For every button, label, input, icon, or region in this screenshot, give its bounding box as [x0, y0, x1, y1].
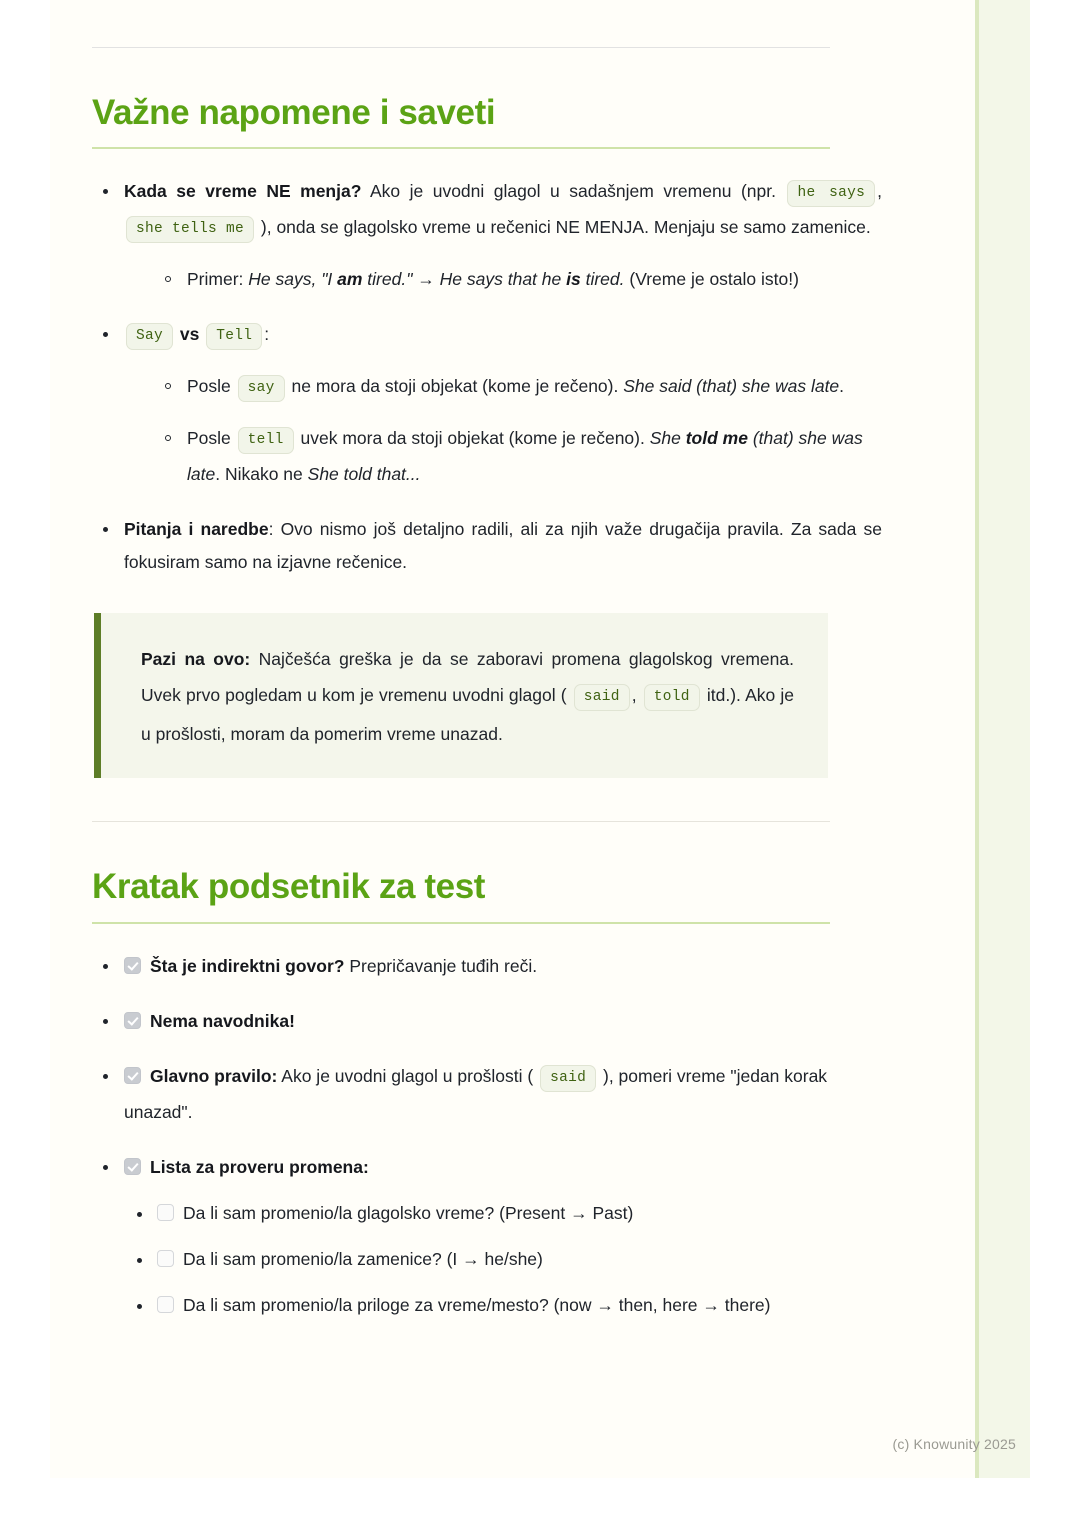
rule-say-example: She said (that) she was late	[623, 376, 840, 397]
rule-tell-text: uvek mora da stoji objekat (kome je rečeno).	[295, 428, 650, 449]
rule-tell-example-a: She	[649, 428, 686, 449]
code-chip-told-callout: told	[644, 684, 700, 711]
tips-list	[92, 175, 882, 579]
tense-unchanged-text-b: ,	[877, 181, 882, 202]
example-quote-b: He says that he	[439, 269, 567, 290]
warning-callout-lead: Pazi na ovo:	[141, 649, 251, 670]
sub-checklist-tense-text: Da li sam promenio/la glagolsko vreme? (Present → Past)	[183, 1202, 634, 1223]
list-item-say-vs-tell	[92, 318, 882, 491]
example-quote-b-bold: is	[566, 269, 581, 290]
page-title: Važne napomene i saveti	[92, 93, 496, 132]
warning-callout-text-b: ,	[631, 685, 642, 706]
section-tips-header	[92, 48, 882, 149]
say-vs-tell-vs: vs	[179, 324, 200, 345]
page-side-strip	[975, 0, 1030, 1478]
warning-callout-text	[141, 641, 794, 752]
checklist-item-no-quotes	[92, 1005, 882, 1038]
list-item-questions-commands	[92, 513, 882, 579]
rule-tell-period: .	[215, 464, 225, 485]
rule-say-prefix: Posle	[187, 376, 236, 397]
code-chip-tell-inline: tell	[238, 427, 294, 454]
title-underline	[92, 147, 830, 149]
recap-checklist	[92, 950, 882, 1322]
tense-unchanged-sublist-wrap	[154, 263, 882, 296]
example-quote-a-bold: am	[337, 269, 363, 290]
say-tell-sublist	[154, 370, 882, 491]
rule-tell-example-b: (that) she was late	[187, 428, 863, 485]
warning-callout-text-a: Najčešća greška je da se zaboravi promena glagolskog vremena. Uvek prvo pogledam u kom je vremenu uvodni glagol (	[141, 649, 794, 706]
rule-tell-tail: Nikako ne	[224, 464, 308, 485]
recap-title-underline	[92, 922, 830, 924]
sub-checklist-pronouns-text: Da li sam promenio/la zamenice? (I → he/she)	[183, 1248, 543, 1269]
code-chip-say-inline: say	[238, 375, 285, 402]
checkbox-checked-icon[interactable]	[124, 1158, 141, 1175]
checklist-item-definition	[92, 950, 882, 983]
checklist-no-quotes-lead: Nema navodnika!	[150, 1010, 295, 1031]
checkbox-checked-icon[interactable]	[124, 1012, 141, 1029]
checklist-main-rule-text-a: Ako je uvodni glagol u prošlosti (	[277, 1065, 539, 1086]
checkbox-unchecked-icon[interactable]	[157, 1296, 174, 1313]
rule-tell-example-bold: told me	[685, 428, 748, 449]
example-label: Primer:	[187, 269, 249, 290]
warning-callout-text-c: itd.). Ako je u prošlosti, moram da pomerim vreme unazad.	[141, 685, 794, 745]
list-item-rule-tell	[154, 422, 882, 491]
checklist-main-rule-lead: Glavno pravilo:	[150, 1065, 278, 1086]
recap-sub-checklist	[124, 1197, 882, 1322]
document-page	[50, 0, 1030, 1478]
sub-checklist-item-tense	[124, 1197, 882, 1230]
say-tell-sublist-wrap	[154, 370, 882, 491]
rule-say-text: ne mora da stoji objekat (kome je rečeno).	[286, 376, 624, 397]
tense-unchanged-text-a: Ako je uvodni glagol u sadašnjem vremenu (npr.	[361, 181, 786, 202]
code-chip-he-says: he says	[787, 180, 875, 207]
sub-checklist-item-pronouns	[124, 1243, 882, 1276]
list-item-example	[154, 263, 882, 296]
footer-copyright: (c) Knowunity 2025	[892, 1436, 1016, 1452]
checkbox-unchecked-icon[interactable]	[157, 1204, 174, 1221]
checkbox-unchecked-icon[interactable]	[157, 1250, 174, 1267]
tense-unchanged-lead: Kada se vreme NE menja?	[124, 181, 362, 202]
say-vs-tell-colon: :	[264, 324, 270, 345]
example-arrow: →	[412, 269, 440, 290]
code-chip-say: Say	[126, 323, 173, 350]
questions-commands-lead: Pitanja i naredbe	[124, 519, 269, 540]
rule-tell-prefix: Posle	[187, 428, 236, 449]
document-content	[92, 0, 882, 1322]
sub-checklist-adverbs-text: Da li sam promenio/la priloge za vreme/mesto? (now → then, here → there)	[183, 1294, 771, 1315]
questions-commands-text: : Ovo nismo još detaljno radili, ali za njih važe drugačija pravila. Za sada se fokusiram samo na izjavne rečenice.	[124, 519, 882, 573]
checklist-definition-lead: Šta je indirektni govor?	[150, 955, 345, 976]
checklist-definition-text: Prepričavanje tuđih reči.	[344, 955, 538, 976]
checklist-change-list-lead: Lista za proveru promena:	[150, 1156, 369, 1177]
code-chip-said-recap: said	[540, 1065, 596, 1092]
checkbox-checked-icon[interactable]	[124, 957, 141, 974]
example-quote-a-tail: tired."	[362, 269, 413, 290]
sub-checklist-item-adverbs	[124, 1289, 882, 1322]
rule-say-period: .	[839, 376, 845, 397]
list-item-tense-unchanged	[92, 175, 882, 296]
checkbox-checked-icon[interactable]	[124, 1067, 141, 1084]
example-quote-b-tail: tired.	[580, 269, 625, 290]
checklist-main-rule-text-b: ), pomeri vreme "jedan korak unazad".	[124, 1065, 828, 1122]
code-chip-she-tells-me: she tells me	[126, 216, 254, 243]
list-item-rule-say	[154, 370, 882, 406]
tense-unchanged-sublist	[154, 263, 882, 296]
checklist-item-main-rule	[92, 1060, 882, 1129]
warning-callout	[94, 613, 828, 778]
rule-tell-tail-italic: She told that...	[307, 464, 421, 485]
example-note: (Vreme je ostalo isto!)	[624, 269, 799, 290]
checklist-item-change-list	[92, 1151, 882, 1322]
code-chip-tell: Tell	[206, 323, 262, 350]
recap-title: Kratak podsetnik za test	[92, 867, 486, 907]
code-chip-said-callout: said	[574, 684, 630, 711]
section-recap-header	[92, 822, 882, 923]
tense-unchanged-text-c: ), onda se glagolsko vreme u rečenici NE MENJA. Menjaju se samo zamenice.	[256, 217, 871, 238]
example-quote-a: He says, "I	[248, 269, 338, 290]
